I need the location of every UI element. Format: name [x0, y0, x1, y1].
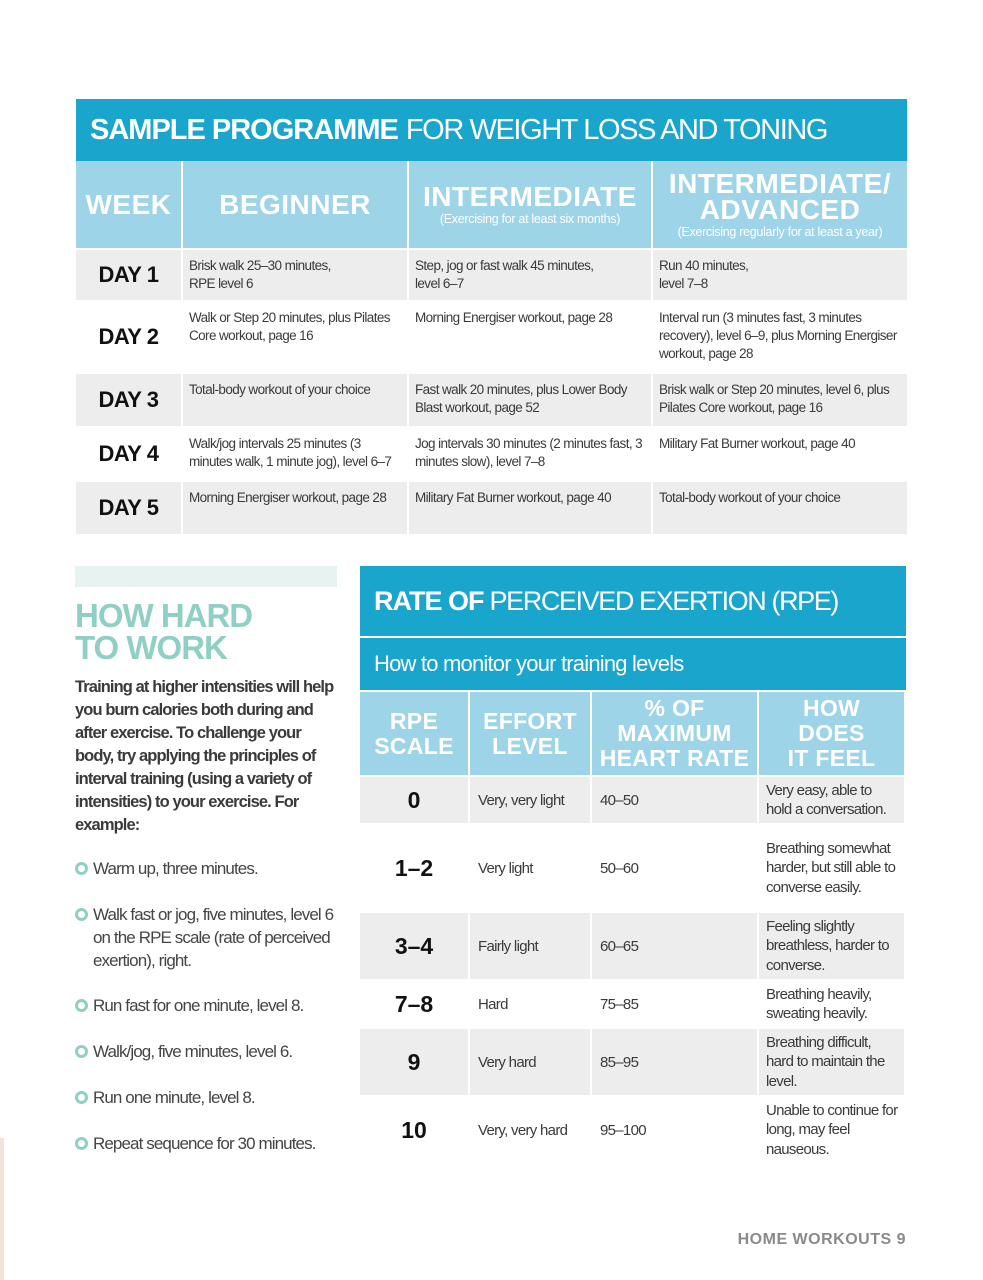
rpe-scale-cell: 3–4	[360, 913, 470, 979]
effort-cell: Very light	[470, 825, 592, 911]
beginner-cell: Morning Energiser workout, page 28	[183, 482, 409, 534]
programme-title-bold: SAMPLE PROGRAMME	[90, 113, 398, 146]
header-how-does-it-feel: HOW DOES IT FEEL	[759, 692, 904, 775]
header-effort-level: EFFORT LEVEL	[470, 692, 592, 775]
circle-bullet-icon	[75, 908, 88, 921]
table-row	[360, 1095, 906, 1163]
table-row	[360, 979, 906, 1027]
feel-cell: Breathing somewhat harder, but still able to converse easily.	[759, 825, 904, 911]
feel-cell: Breathing heavily, sweating heavily.	[759, 981, 904, 1027]
effort-cell: Fairly light	[470, 913, 592, 979]
table-row	[76, 480, 907, 534]
rpe-scale-cell: 0	[360, 777, 470, 823]
heart-rate-cell: 50–60	[592, 825, 759, 911]
advanced-cell: Run 40 minutes, level 7–8	[653, 250, 907, 300]
page-edge-decoration	[0, 1138, 4, 1280]
header-intermediate: INTERMEDIATE (Exercising for at least six months)	[409, 161, 653, 248]
how-hard-title: HOW HARD TO WORK	[75, 597, 253, 666]
rpe-scale-cell: 10	[360, 1097, 470, 1163]
effort-cell: Hard	[470, 981, 592, 1027]
how-hard-intro: Training at higher intensities will help you burn calories both during and after exercise. To challenge your body, try applying the principles of interval training (using a variety of intensities) to your exercise. For example:	[75, 678, 334, 834]
list-item: Run one minute, level 8.	[75, 1086, 337, 1109]
page-footer: HOME WORKOUTS 9	[737, 1231, 906, 1248]
intermediate-cell: Fast walk 20 minutes, plus Lower Body Blast workout, page 52	[409, 374, 653, 426]
interval-list	[75, 857, 337, 1155]
day-label: DAY 5	[76, 482, 183, 534]
intermediate-cell: Military Fat Burner workout, page 40	[409, 482, 653, 534]
list-item: Repeat sequence for 30 minutes.	[75, 1132, 337, 1155]
header-rpe-scale: RPE SCALE	[360, 692, 470, 775]
table-row	[76, 248, 907, 300]
header-beginner: BEGINNER	[183, 161, 409, 248]
rpe-title-light: PERCEIVED EXERTION (RPE)	[489, 585, 838, 616]
rpe-banner	[360, 566, 906, 636]
list-item: Warm up, three minutes.	[75, 857, 337, 880]
table-row	[360, 775, 906, 823]
beginner-cell: Walk or Step 20 minutes, plus Pilates Core workout, page 16	[183, 302, 409, 372]
circle-bullet-icon	[75, 1137, 88, 1150]
heart-rate-cell: 40–50	[592, 777, 759, 823]
rpe-header-row	[360, 690, 906, 775]
effort-cell: Very, very hard	[470, 1097, 592, 1163]
day-label: DAY 1	[76, 250, 183, 300]
table-row	[360, 911, 906, 979]
table-row	[360, 823, 906, 911]
intermediate-cell: Jog intervals 30 minutes (2 minutes fast, 3 minutes slow), level 7–8	[409, 428, 653, 480]
circle-bullet-icon	[75, 1045, 88, 1058]
beginner-cell: Total-body workout of your choice	[183, 374, 409, 426]
effort-cell: Very, very light	[470, 777, 592, 823]
programme-header-row	[76, 161, 907, 248]
rpe-scale-cell: 9	[360, 1029, 470, 1095]
list-item: Walk fast or jog, five minutes, level 6 on the RPE scale (rate of perceived exertion), right.	[75, 903, 337, 972]
rpe-scale-cell: 1–2	[360, 825, 470, 911]
beginner-cell: Brisk walk 25–30 minutes, RPE level 6	[183, 250, 409, 300]
effort-cell: Very hard	[470, 1029, 592, 1095]
circle-bullet-icon	[75, 999, 88, 1012]
circle-bullet-icon	[75, 1091, 88, 1104]
advanced-cell: Brisk walk or Step 20 minutes, level 6, plus Pilates Core workout, page 16	[653, 374, 907, 426]
intermediate-cell: Morning Energiser workout, page 28	[409, 302, 653, 372]
sample-programme-table	[76, 99, 907, 534]
rpe-title-bold: RATE OF	[374, 585, 484, 616]
beginner-cell: Walk/jog intervals 25 minutes (3 minutes walk, 1 minute jog), level 6–7	[183, 428, 409, 480]
feel-cell: Breathing difficult, hard to maintain the level.	[759, 1029, 904, 1095]
programme-banner	[76, 99, 907, 161]
header-advanced: INTERMEDIATE/ ADVANCED (Exercising regularly for at least a year)	[653, 161, 907, 248]
heart-rate-cell: 75–85	[592, 981, 759, 1027]
advanced-cell: Military Fat Burner workout, page 40	[653, 428, 907, 480]
circle-bullet-icon	[75, 862, 88, 875]
header-week: WEEK	[76, 161, 183, 248]
advanced-cell: Total-body workout of your choice	[653, 482, 907, 534]
table-row	[360, 1027, 906, 1095]
day-label: DAY 2	[76, 302, 183, 372]
rpe-subtitle: How to monitor your training levels	[360, 636, 906, 690]
heart-rate-cell: 60–65	[592, 913, 759, 979]
section-accent-bar	[75, 566, 337, 587]
feel-cell: Very easy, able to hold a conversation.	[759, 777, 904, 823]
table-row	[76, 372, 907, 426]
rpe-table	[360, 566, 906, 1163]
day-label: DAY 3	[76, 374, 183, 426]
day-label: DAY 4	[76, 428, 183, 480]
rpe-scale-cell: 7–8	[360, 981, 470, 1027]
programme-title-light: FOR WEIGHT LOSS AND TONING	[405, 113, 828, 146]
list-item: Run fast for one minute, level 8.	[75, 994, 337, 1017]
heart-rate-cell: 85–95	[592, 1029, 759, 1095]
list-item: Walk/jog, five minutes, level 6.	[75, 1040, 337, 1063]
advanced-cell: Interval run (3 minutes fast, 3 minutes recovery), level 6–9, plus Morning Energiser workout, page 28	[653, 302, 907, 372]
header-heart-rate: % OF MAXIMUM HEART RATE	[592, 692, 759, 775]
feel-cell: Unable to continue for long, may feel nauseous.	[759, 1097, 904, 1163]
how-hard-section	[75, 566, 337, 1155]
table-row	[76, 426, 907, 480]
heart-rate-cell: 95–100	[592, 1097, 759, 1163]
feel-cell: Feeling slightly breathless, harder to converse.	[759, 913, 904, 979]
intermediate-cell: Step, jog or fast walk 45 minutes, level 6–7	[409, 250, 653, 300]
table-row	[76, 300, 907, 372]
